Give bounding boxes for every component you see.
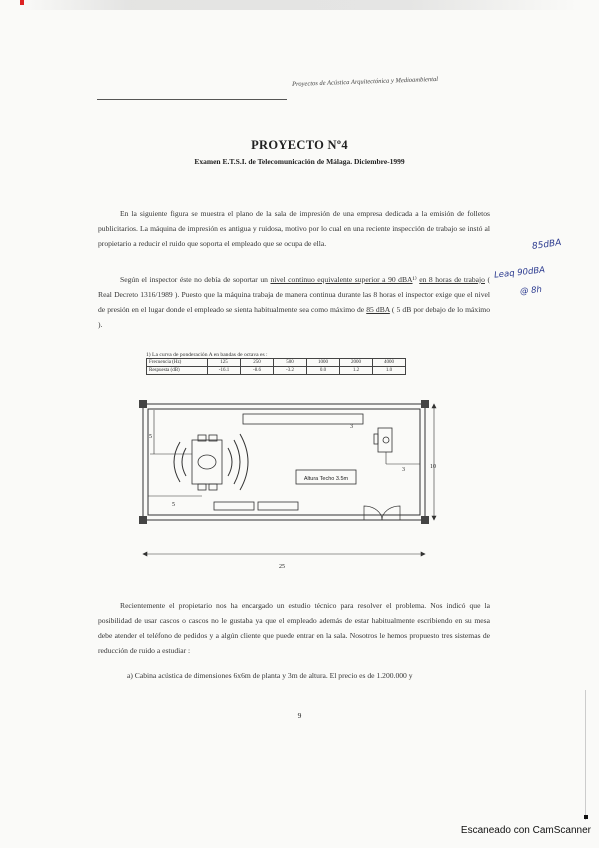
dimension-10 [432, 404, 436, 520]
table-cell: 125 [208, 359, 241, 367]
header-rule [97, 99, 287, 100]
paragraph-intro: En la siguiente figura se muestra el plano de la sala de impresión de una empresa dedicada a la emisión de folletos publicitarios. La máquina de impresión es antigua y ruidosa, motivo por lo cual en una reciente inspección de trabajo se instó al propietario a reducir el ruido que soporta el empleado que se ocupa de ella. [98, 209, 490, 248]
label-3: 3 [350, 424, 353, 430]
table-row [147, 359, 406, 367]
column-bottom-right [421, 516, 429, 524]
column-bottom-left [139, 516, 147, 524]
shelf [243, 414, 363, 424]
label-3-right: 3 [402, 467, 405, 473]
scan-edge-line [585, 690, 586, 820]
label-5-left: 5 [149, 434, 152, 440]
dimension-left-5 [150, 410, 192, 454]
column-top-left [139, 400, 147, 408]
paragraph-study: Recientemente el propietario nos ha encargado un estudio técnico para resolver el problema. Nos indicó que la posibilidad de usar cascos o cascos no le gustaba ya que el empleado además de estar habitualmente escribiendo en su mesa debe atender el teléfono de pedidos y a algún cliente que puede entrar en la sala. Nosotros le hemos propuesto tres sistemas de reducción de ruido a estudiar : [98, 601, 490, 655]
table-row [147, 367, 406, 375]
text-span: ¹⁾ [412, 275, 420, 284]
label-10: 10 [430, 464, 436, 470]
door [364, 506, 400, 520]
handwritten-note: @ 8h [519, 284, 543, 298]
table-cell: 1000 [307, 359, 340, 367]
page-number: 9 [297, 711, 302, 720]
column-top-right [421, 400, 429, 408]
table-cell: 2000 [340, 359, 373, 367]
text-span: Según el inspector éste no debía de soportar un [120, 275, 271, 284]
table-cell: -8.6 [241, 367, 274, 375]
dimension-right-3 [386, 452, 420, 464]
printing-machine [192, 435, 222, 490]
floor-plan [128, 398, 440, 588]
label-5-bottom: 5 [172, 502, 175, 508]
scan-corner-mark [584, 815, 588, 819]
table-cell: -16.1 [208, 367, 241, 375]
scan-smudge [18, 0, 578, 10]
underlined-text: nivel continuo equivalente superior a 90 dBA [270, 275, 413, 284]
text-span: ( 5 dB por debajo de lo máximo ). [98, 305, 491, 329]
underlined-text: 85 dBA [366, 305, 390, 314]
ceiling-height-label: Altura Techo 3.5m [303, 476, 349, 482]
desk [258, 502, 298, 510]
page-subtitle: Examen E.T.S.I. de Telecomunicación de Málaga. Diciembre-1999 [194, 157, 405, 166]
table-caption: 1) La curva de ponderación A en bandas de octava es : [146, 352, 268, 358]
table-cell: 1.0 [373, 367, 406, 375]
a-weighting-table [146, 358, 406, 375]
table-cell: 4000 [373, 359, 406, 367]
room-outer-wall [143, 404, 425, 520]
label-25: 25 [279, 564, 285, 570]
handwritten-note: Leaq 90dBA [493, 265, 546, 281]
scan-red-mark [20, 0, 24, 5]
desk [214, 502, 254, 510]
handwritten-note: 85dBA [531, 237, 563, 253]
table-cell: -3.2 [274, 367, 307, 375]
table-cell: 1.2 [340, 367, 373, 375]
text-span: ( Real Decreto 1316/1989 ). Puesto que la máquina trabaja de manera continua durante las 8 horas el inspector exige que el nivel de presión en el lugar donde el empleado se sienta habitualmente sea como máximo de [98, 275, 491, 314]
table-cell: 250 [241, 359, 274, 367]
page-title: PROYECTO Nº4 [251, 138, 348, 152]
room-inner-wall [148, 409, 420, 515]
employee-desk [374, 428, 392, 452]
paragraph-option-a: a) Cabina acústica de dimensiones 6x6m de planta y 3m de altura. El precio es de 1.200.000 y [127, 671, 413, 680]
dimension-25 [143, 552, 425, 556]
sound-waves-icon [174, 434, 248, 490]
table-cell: Frecuencia (Hz) [147, 359, 208, 367]
running-header: Proyectos de Acústica Arquitectónica y Medioambiental [292, 75, 439, 88]
table-cell: 0.0 [307, 367, 340, 375]
paragraph-inspector [98, 272, 490, 332]
underlined-text: en 8 horas de trabajo [419, 275, 485, 284]
table-cell: 500 [274, 359, 307, 367]
camscanner-watermark: Escaneado con CamScanner [460, 825, 591, 836]
table-cell: Respuesta (dB) [147, 367, 208, 375]
